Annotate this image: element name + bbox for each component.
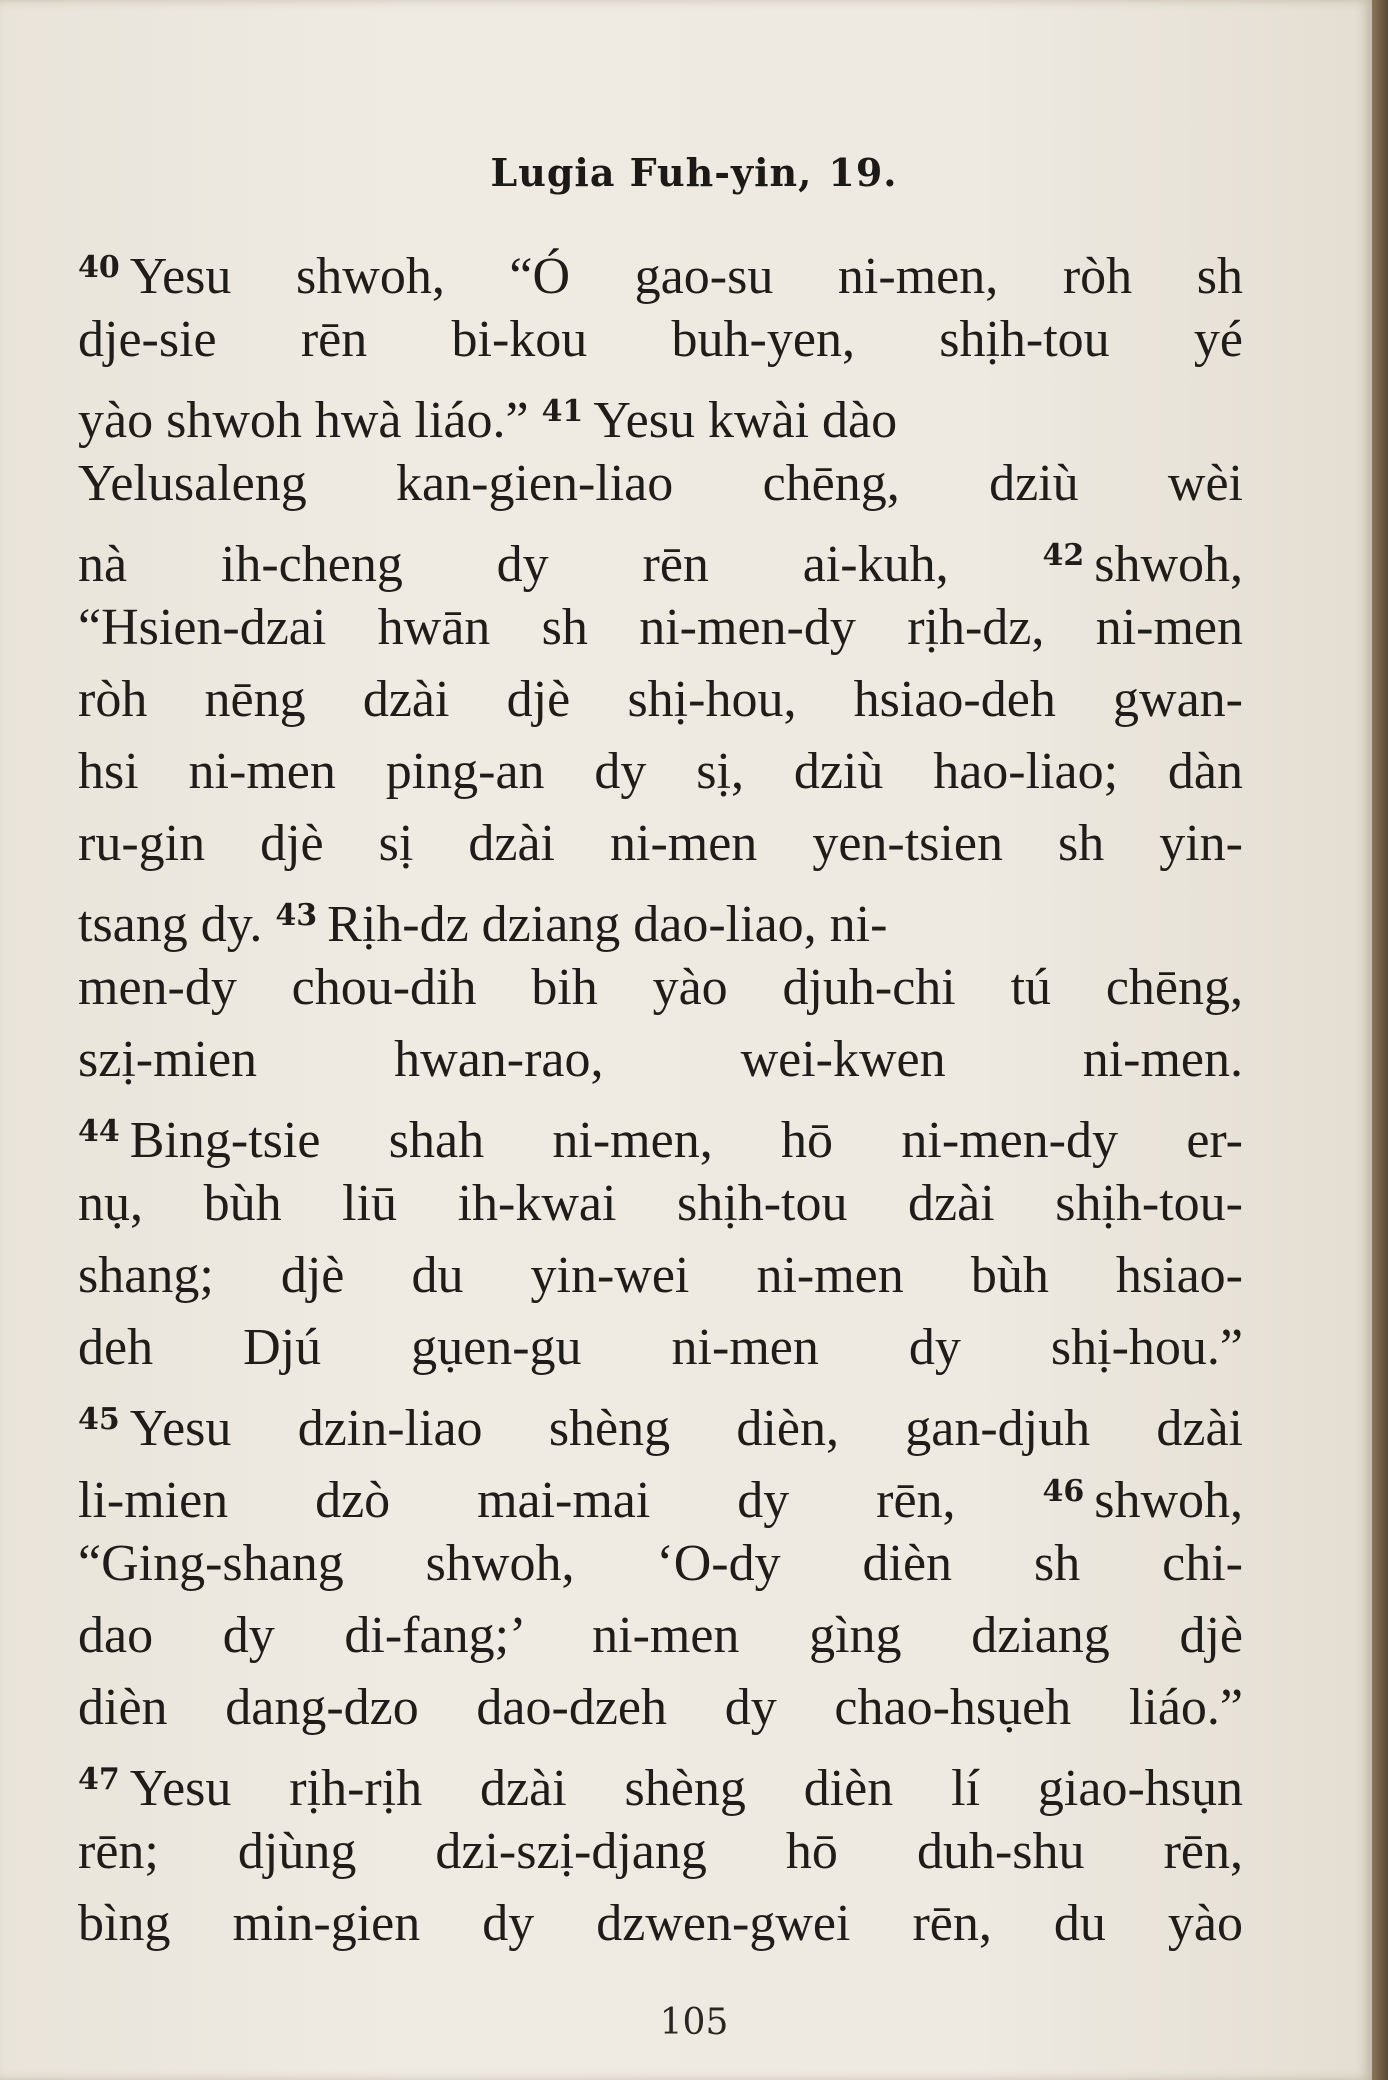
text-line: $^{40}$ Yesu shwoh, “Ó gao-su ni-men, ròh sh bbox=[78, 248, 1243, 304]
text-line: dje-sie rēn bi-kou buh-yen, shịh-tou yé bbox=[78, 311, 1243, 368]
text-line: tsang dy. $^{43}$ Rịh-dz dziang dao-liao, ni- bbox=[78, 896, 888, 952]
verse-number: 40 bbox=[78, 250, 120, 285]
text-block bbox=[78, 232, 1243, 1960]
book-edge bbox=[1372, 0, 1388, 2080]
text-line: rēn; djùng dzi-szị-djang hō duh-shu rēn, bbox=[78, 1823, 1243, 1880]
text-line: szị-mien hwan-rao, wei-kwen ni-men. bbox=[78, 1031, 1243, 1088]
text-line: li-mien dzò mai-mai dy rēn, $^{46}$ shwoh, bbox=[78, 1472, 1243, 1528]
verse-number: 46 bbox=[1042, 1474, 1085, 1509]
text-line: Yelusaleng kan-gien-liao chēng, dziù wèi bbox=[78, 455, 1243, 512]
text-line: dièn dang-dzo dao-dzeh dy chao-hsụeh liáo.” bbox=[78, 1679, 1243, 1736]
verse-number: 44 bbox=[78, 1114, 120, 1149]
text-line: bìng min-gien dy dzwen-gwei rēn, du yào bbox=[78, 1895, 1243, 1952]
verse-number: 47 bbox=[78, 1762, 120, 1797]
running-header bbox=[0, 150, 1388, 195]
running-title: Lugia Fuh-yin, bbox=[490, 150, 813, 195]
text-line: shang; djè du yin-wei ni-men bùh hsiao- bbox=[78, 1247, 1243, 1304]
text-line: $^{44}$ Bing-tsie shah ni-men, hō ni-men-dy er- bbox=[78, 1112, 1243, 1168]
verse-number: 45 bbox=[78, 1402, 120, 1437]
text-line: dao dy di-fang;’ ni-men gìng dziang djè bbox=[78, 1607, 1243, 1664]
text-line: yào shwoh hwà liáo.” $^{41}$ Yesu kwài dào bbox=[78, 392, 898, 448]
text-line: deh Djú gụen-gu ni-men dy shị-hou.” bbox=[78, 1319, 1243, 1376]
page-number: 105 bbox=[659, 2002, 729, 2043]
text-line: “Hsien-dzai hwān sh ni-men-dy rịh-dz, ni-men bbox=[78, 599, 1243, 656]
verse-number: 43 bbox=[275, 898, 318, 933]
text-line: $^{45}$ Yesu dzin-liao shèng dièn, gan-djuh dzài bbox=[78, 1400, 1243, 1456]
text-line: ròh nēng dzài djè shị-hou, hsiao-deh gwan- bbox=[78, 671, 1243, 728]
verse-number: 42 bbox=[1042, 538, 1085, 573]
text-line: “Ging-shang shwoh, ‘O-dy dièn sh chi- bbox=[78, 1535, 1243, 1592]
verse-number: 41 bbox=[541, 394, 584, 429]
chapter-number: 19. bbox=[828, 150, 898, 195]
text-line: nà ih-cheng dy rēn ai-kuh, $^{42}$ shwoh, bbox=[78, 536, 1243, 592]
text-line: $^{47}$ Yesu rịh-rịh dzài shèng dièn lí giao-hsụn bbox=[78, 1760, 1243, 1816]
text-line: ru-gin djè sị dzài ni-men yen-tsien sh yin- bbox=[78, 815, 1243, 872]
text-line: hsi ni-men ping-an dy sị, dziù hao-liao; dàn bbox=[78, 743, 1243, 800]
text-line: nụ, bùh liū ih-kwai shịh-tou dzài shịh-tou- bbox=[78, 1175, 1243, 1232]
text-line: men-dy chou-dih bih yào djuh-chi tú chēng, bbox=[78, 959, 1243, 1016]
